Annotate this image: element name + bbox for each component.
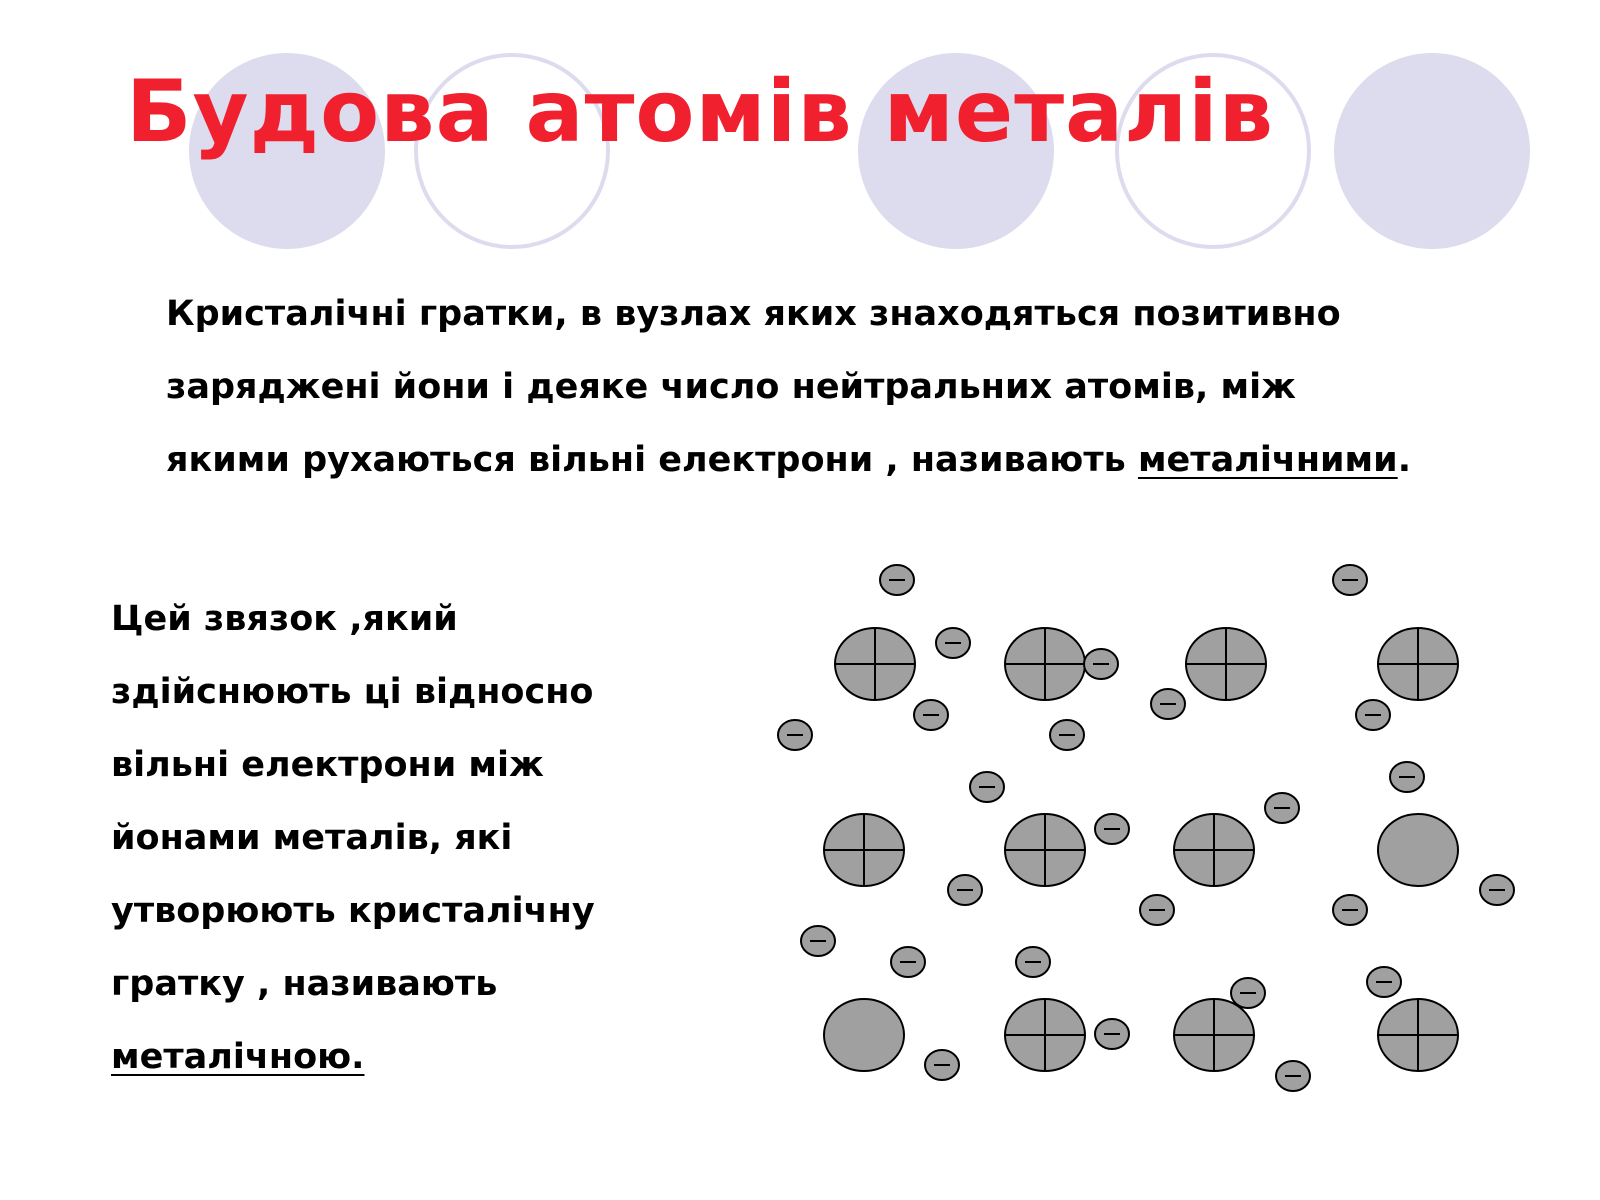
electron-icon xyxy=(925,1050,959,1080)
electron-icon xyxy=(1095,1019,1129,1049)
electron-icon xyxy=(936,628,970,658)
bond-line: Цей звязок ,який xyxy=(111,599,458,639)
electron-icon xyxy=(801,926,835,956)
ion-icon xyxy=(1378,628,1458,700)
electron-icon xyxy=(1276,1061,1310,1091)
bond-line: утворюють кристалічну xyxy=(111,891,595,931)
bond-line: здійснюють ці відносно xyxy=(111,672,594,712)
ion-icon xyxy=(1005,999,1085,1071)
electron-icon xyxy=(1095,814,1129,844)
ion-icon xyxy=(1005,628,1085,700)
bond-line: гратку , називають xyxy=(111,964,498,1004)
ion-icon xyxy=(1174,814,1254,886)
electron-icon xyxy=(1050,720,1084,750)
electron-icon xyxy=(1016,947,1050,977)
electron-icon xyxy=(891,947,925,977)
electron-icon xyxy=(914,700,948,730)
electron-icon xyxy=(1367,967,1401,997)
electron-icon xyxy=(1356,700,1390,730)
electron-icon xyxy=(1390,762,1424,792)
electron-icon xyxy=(1480,875,1514,905)
ion-icon xyxy=(835,628,915,700)
electron-icon xyxy=(1140,895,1174,925)
electron-icon xyxy=(970,772,1004,802)
ion-icon xyxy=(1005,814,1085,886)
electron-icon xyxy=(1151,689,1185,719)
electron-icon xyxy=(1333,895,1367,925)
electron-icon xyxy=(1265,793,1299,823)
definition-text: якими рухаються вільні електрони , називають xyxy=(166,440,1138,480)
electron-icon xyxy=(948,875,982,905)
ion-icon xyxy=(1174,999,1254,1071)
bond-line: йонами металів, які xyxy=(111,818,513,858)
term-metallic-bond: металічною. xyxy=(111,1037,365,1077)
ion-icon xyxy=(1378,999,1458,1071)
definition-line: Кристалічні гратки, в вузлах яких знаходяться позитивно xyxy=(166,294,1341,334)
bond-line: вільні електрони між xyxy=(111,745,544,785)
ion-icon xyxy=(1186,628,1266,700)
atom-icon xyxy=(824,999,904,1071)
atom-icon xyxy=(1378,814,1458,886)
ion-icon xyxy=(824,814,904,886)
term-metallic-lattice: металічними xyxy=(1137,440,1398,480)
slide-title: Будова атомів металів xyxy=(126,62,1275,162)
definition-line: заряджені йони і деяке число нейтральних атомів, між xyxy=(166,367,1296,407)
electron-icon xyxy=(1231,978,1265,1008)
definition-period: . xyxy=(1397,440,1411,480)
electron-icon xyxy=(778,720,812,750)
electron-icon xyxy=(1084,649,1118,679)
electron-icon xyxy=(1333,565,1367,595)
electron-icon xyxy=(880,565,914,595)
